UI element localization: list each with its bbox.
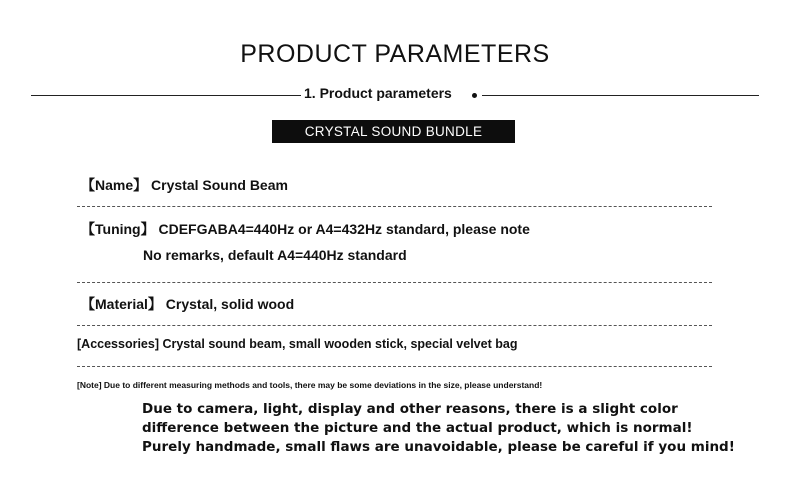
bullet-dot (472, 93, 477, 98)
note-line: difference between the picture and the actual product, which is normal! (142, 420, 693, 436)
note-small: [Note] Due to different measuring methods and tools, there may be some deviations in the size, please understand! (77, 380, 543, 390)
dashed-divider (77, 206, 712, 207)
divider-left (31, 95, 301, 96)
spec-tuning-note: No remarks, default A4=440Hz standard (143, 247, 407, 263)
divider-right (482, 95, 759, 96)
note-line: Due to camera, light, display and other reasons, there is a slight color (142, 401, 678, 417)
page-title: PRODUCT PARAMETERS (240, 40, 550, 68)
dashed-divider (77, 366, 712, 367)
section-subtitle: 1. Product parameters (304, 85, 452, 101)
note-paragraph (142, 400, 742, 457)
banner-label: CRYSTAL SOUND BUNDLE (304, 124, 483, 139)
spec-tuning: 【Tuning】 CDEFGABA4=440Hz or A4=432Hz standard, please note (81, 221, 530, 237)
dashed-divider (77, 325, 712, 326)
dashed-divider (77, 282, 712, 283)
product-banner (272, 120, 515, 143)
spec-material: 【Material】 Crystal, solid wood (81, 296, 295, 312)
spec-accessories: [Accessories] Crystal sound beam, small wooden stick, special velvet bag (77, 337, 518, 351)
spec-name: 【Name】 Crystal Sound Beam (81, 177, 288, 193)
note-line: Purely handmade, small flaws are unavoidable, please be careful if you mind! (142, 439, 735, 455)
